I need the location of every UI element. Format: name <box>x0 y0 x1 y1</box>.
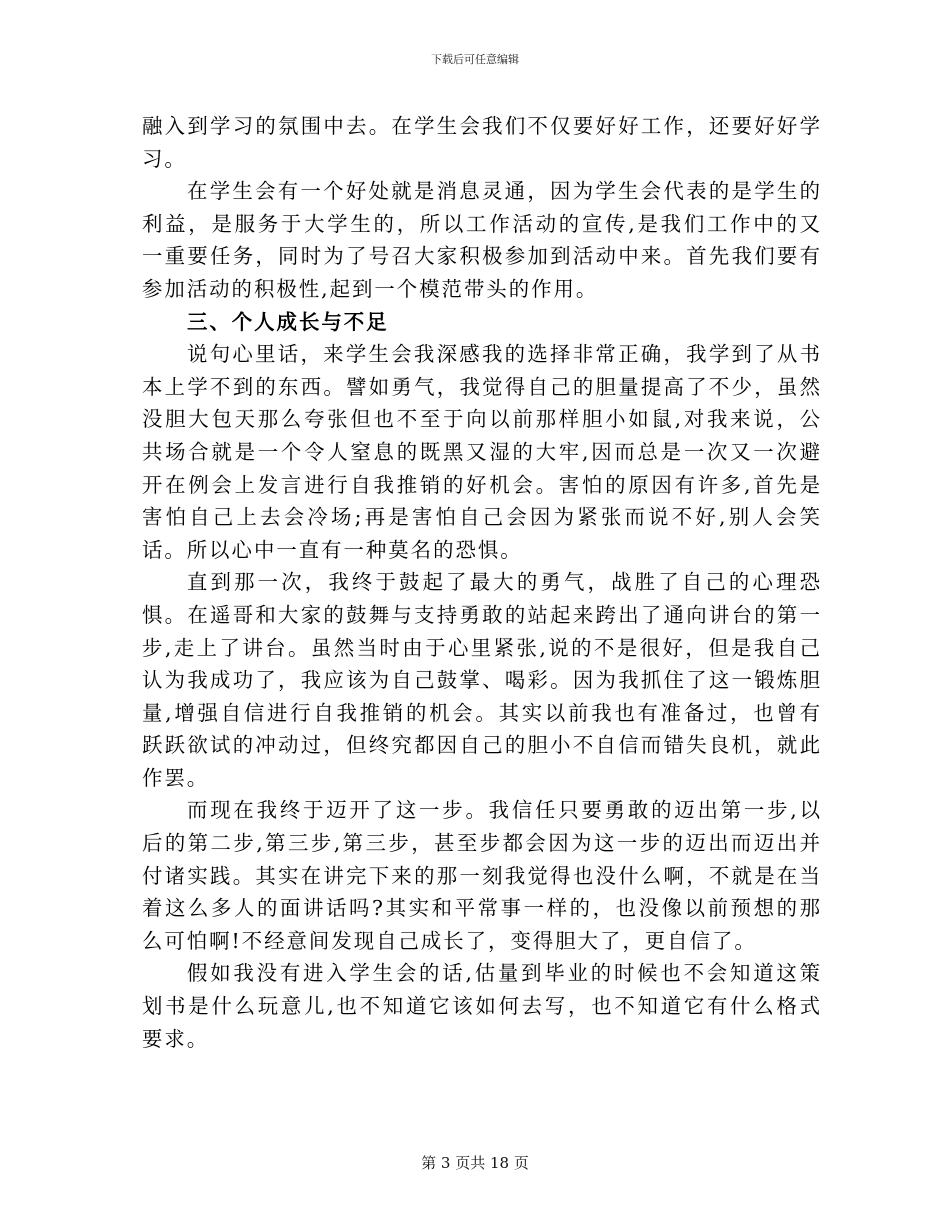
paragraph-1: 融入到学习的氛围中去。在学生会我们不仅要好好工作，还要好好学习。 <box>142 114 822 171</box>
section-heading: 三、个人成长与不足 <box>187 309 389 334</box>
document-body <box>142 110 822 1055</box>
paragraph-4: 直到那一次，我终于鼓起了最大的勇气，战胜了自己的心理恐惧。在遥哥和大家的鼓舞与支持勇敢的站起来跨出了通向讲台的第一步,走上了讲台。虽然当时由于心里紧张,说的不是很好，但是我自己认为我成功了，我应该为自己鼓掌、喝彩。因为我抓住了这一锻炼胆量,增强自信进行自我推销的机会。其实以前我也有准备过，也曾有跃跃欲试的冲动过，但终究都因自己的胆小不自信而错失良机，就此作罢。 <box>142 570 822 790</box>
page-number: 第 3 页共 18 页 <box>421 1154 529 1172</box>
paragraph-5: 而现在我终于迈开了这一步。我信任只要勇敢的迈出第一步,以后的第二步,第三步,第三步，甚至步都会因为这一步的迈出而迈出并付诸实践。其实在讲完下来的那一刻我觉得也没什么啊，不就是在当着这么多人的面讲话吗?其实和平常事一样的，也没像以前预想的那么可怕啊!不经意间发现自己成长了，变得胆大了，更自信了。 <box>142 798 822 953</box>
paragraph-6: 假如我没有进入学生会的话,估量到毕业的时候也不会知道这策划书是什么玩意儿,也不知道它该如何去写，也不知道它有什么格式要求。 <box>142 961 822 1051</box>
page-header-note: 下载后可任意编辑 <box>431 53 519 66</box>
paragraph-2: 在学生会有一个好处就是消息灵通，因为学生会代表的是学生的利益，是服务于大学生的，所以工作活动的宣传,是我们工作中的又一重要任务，同时为了号召大家积极参加到活动中来。首先我们要有参加活动的积极性,起到一个模范带头的作用。 <box>142 179 822 301</box>
paragraph-3: 说句心里话，来学生会我深感我的选择非常正确，我学到了从书本上学不到的东西。譬如勇气，我觉得自己的胆量提高了不少，虽然没胆大包天那么夸张但也不至于向以前那样胆小如鼠,对我来说，公共场合就是一个令人窒息的既黑又湿的大牢,因而总是一次又一次避开在例会上发言进行自我推销的好机会。害怕的原因有许多,首先是害怕自己上去会冷场;再是害怕自己会因为紧张而说不好,别人会笑话。所以心中一直有一种莫名的恐惧。 <box>142 342 822 562</box>
